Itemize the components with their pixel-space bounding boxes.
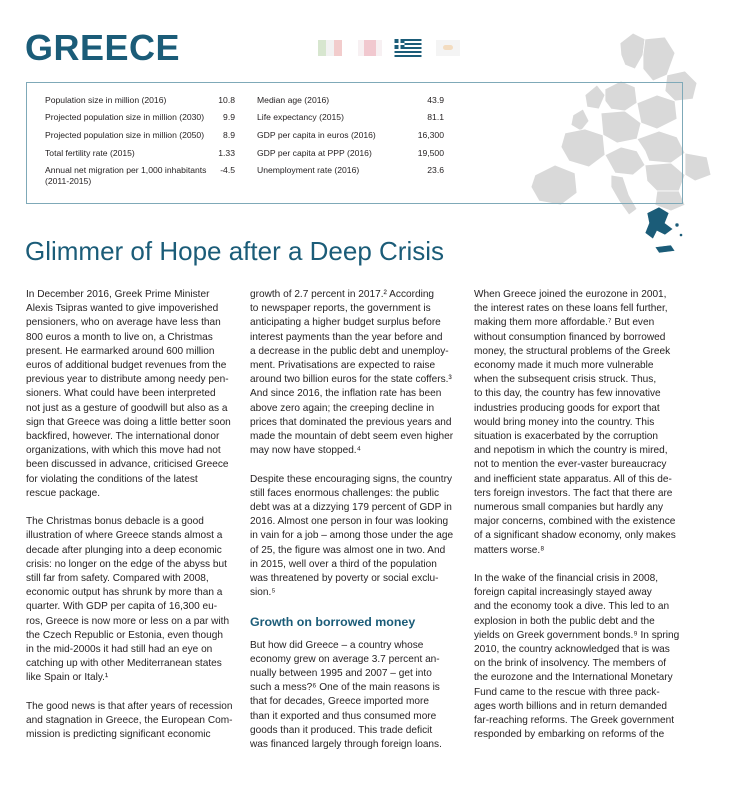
paragraph: But how did Greece – a country whose economy grew on average 3.7 percent an- nually between 1995 and 2007 – get into such a mess?⁶ One of the main reasons is that for decades, Greece imported more than it exported and thus consumed more goods than it produced. This trade deficit was financed largely through foreign loans. (250, 639, 442, 751)
text-column-1 (26, 288, 248, 757)
stat-label: Projected population size in million (2050) (45, 130, 205, 140)
section-subheading: Growth on borrowed money (250, 614, 416, 629)
country-title: GREECE (25, 27, 181, 68)
stat-label: Annual net migration per 1,000 inhabitants (2011-2015) (45, 165, 207, 186)
stat-row (45, 165, 235, 189)
text-column-3 (474, 288, 700, 757)
article-headline: Glimmer of Hope after a Deep Crisis (25, 236, 445, 266)
stat-label: GDP per capita in euros (2016) (257, 130, 376, 140)
greece-flag-icon (394, 39, 422, 57)
cyprus-flag-icon (436, 40, 460, 56)
stat-value: 9.9 (223, 112, 235, 122)
text-column-2 (250, 288, 472, 766)
italy-flag-icon (318, 40, 342, 56)
stat-value: 19,500 (417, 148, 444, 158)
stat-label: Projected population size in million (2030) (45, 112, 205, 122)
paragraph: When Greece joined the eurozone in 2001, the interest rates on these loans fell further, making them more affordable.⁷ But even without consumption financed by borrowed money, the structural problems of the Greek economy made it much more vulnerable when the subsequent crisis struck. Thus, to this day, the country has few innovative industries producing goods for export that would bring money into the country. This situation is exacerbated by the corruption and nepotism in which the country is mired, not to mention the ever-vaster bureaucracy and inefficient state apparatus. All of this de- ters foreign investors. The fact that there are numerous small companies but hardly any major concerns, combined with the existence of a significant shadow economy, only makes matters worse.⁸ (474, 289, 676, 556)
stat-label: Total fertility rate (2015) (45, 148, 135, 158)
stat-value: 1.33 (218, 148, 235, 158)
stat-value: 81.1 (427, 112, 444, 122)
paragraph: In December 2016, Greek Prime Minister Alexis Tsipras wanted to give impoverished pensioners, who on average have less than 800 euros a month to live on, a Christmas present. He earmarked around 600 million euros of additional budget revenues from the previous year to distribute among needy pen- sioners. What could have been interpreted not just as a gesture of goodwill but also as a sign that Greece was doing a little better soon backfired, however. The international donor organizations, with which this move had not been discussed in advance, criticised Greece for violating the conditions of the latest rescue package. (26, 289, 231, 499)
stat-value: 16,300 (417, 130, 444, 140)
paragraph: The Christmas bonus debacle is a good illustration of where Greece stands almost a decade after plunging into a deep economic crisis: no longer on the edge of the abyss but still far from safety. Compared with 2008, economic output has shrunk by more than a quarter. With GDP per capita of 16,300 eu- ros, Greece is now more or less on a par with the Czech Republic or Estonia, even though in the mid-2000s it had still had an eye on catching up with other Mediterranean states like Spain or Italy.¹ (26, 516, 230, 684)
key-figures-box (26, 82, 683, 204)
stat-label: Life expectancy (2015) (257, 112, 344, 122)
stat-label: Median age (2016) (257, 95, 330, 105)
stat-label: GDP per capita at PPP (2016) (257, 148, 372, 158)
paragraph: In the wake of the financial crisis in 2008, foreign capital increasingly stayed away and the economy took a dive. This led to an explosion in both the public debt and the yields on Greek government bonds.⁹ In spring 2010, the country acknowledged that is was on the brink of insolvency. The members of the eurozone and the International Monetary Fund came to the rescue with three pack- ages worth billions and in return demanded far-reaching reforms. The Greek government responded by embarking on reforms of the (474, 573, 680, 741)
georgia-flag-icon (358, 40, 382, 56)
stat-label: Population size in million (2016) (45, 95, 167, 105)
stat-value: 8.9 (223, 130, 235, 140)
stat-value: 23.6 (427, 165, 444, 175)
stat-value: 10.8 (218, 95, 235, 105)
paragraph: The good news is that after years of recession and stagnation in Greece, the European Com- mission is predicting significant economic (26, 700, 233, 741)
greece-highlight (645, 207, 683, 253)
stat-label: Unemployment rate (2016) (257, 165, 360, 175)
paragraph: Despite these encouraging signs, the country still faces enormous challenges: the public debt was at a dizzying 179 percent of GDP in 2016. Almost one person in four was looking in vain for a job – among those under the age of 25, the figure was almost one in two. And in 2015, well over a third of the population was threatened by poverty or social exclu- sion.⁵ (250, 473, 454, 599)
paragraph: growth of 2.7 percent in 2017.² According to newspaper reports, the government is anticipating a higher budget surplus before interest payments than the year before and a decrease in the public debt and unemploy- ment. Privatisations are expected to raise around two billion euros for the state coffers.³ And since 2016, the inflation rate has been above zero again; the creeping decline in prices that dominated the previous years and made the mountain of debt seem even higher may now have stopped.⁴ (250, 289, 454, 457)
stat-row (257, 165, 444, 189)
stat-value: 43.9 (427, 95, 444, 105)
stat-value: -4.5 (220, 165, 235, 175)
